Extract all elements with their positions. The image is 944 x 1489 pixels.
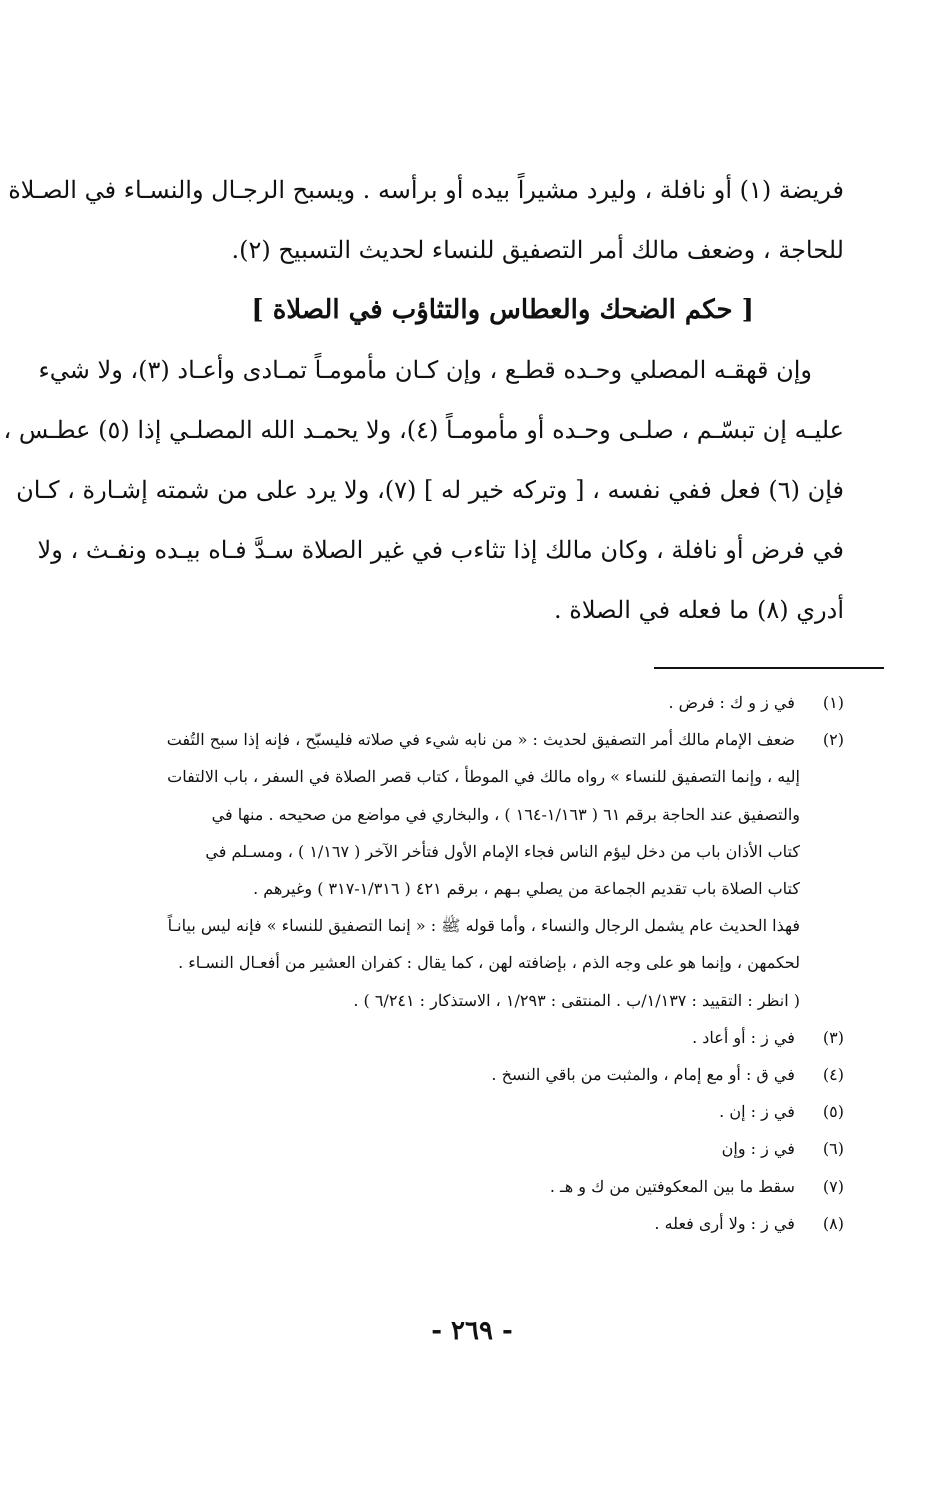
page-number: - ٢٦٩ - xyxy=(431,1316,513,1346)
footnote-3 xyxy=(100,1019,844,1056)
footnote-text: والتصفيق عند الحاجة برقم ٦١ ( ١/١٦٣-١٦٤ ) ، والبخاري في مواضع من صحيحه . منها في xyxy=(211,804,800,824)
footnote-number: (١) xyxy=(822,693,844,712)
footnotes xyxy=(100,684,844,1242)
footnote-number: (٤) xyxy=(822,1065,844,1085)
footnote-text: كتاب الأذان باب من دخل ليؤم الناس فجاء الإمام الأول فتأخر الآخر ( ١/١٦٧ ) ، ومسـلم في xyxy=(205,841,800,861)
footnote-text: ضعف الإمام مالك أمر التصفيق لحديث : « من نابه شيء في صلاته فليسبّح ، فإنه إذا سبح التُفت xyxy=(166,730,795,750)
footnote-5 xyxy=(100,1093,844,1130)
body-line: في فرض أو نافلة ، وكان مالك إذا تثاءب في غير الصلاة سـدَّ فـاه بيـده ونفـث ، ولا xyxy=(37,536,844,564)
footnote-number: (٦) xyxy=(822,1139,844,1159)
footnote-text: سقط ما بين المعكوفتين من ك و هـ . xyxy=(549,1176,795,1196)
footnote-2 xyxy=(100,721,844,758)
footnote-text: لحكمهن ، وإنما هو على وجه الذم ، بإضافته لهن ، كما يقال : كفران العشير من أفعـال النسـاء . xyxy=(178,953,800,973)
body-line: فريضة (١) أو نافلة ، وليرد مشيراً بيده أو برأسه . ويسبح الرجـال والنسـاء في الصـلاة xyxy=(8,176,844,204)
footnote-text: فهذا الحديث عام يشمل الرجال والنساء ، وأما قوله ﷺ : « إنما التصفيق للنساء » فإنه ليس بيانـاً xyxy=(167,916,800,936)
body-line: فإن (٦) فعل ففي نفسه ، [ وتركه خير له ] (٧)، ولا يرد على من شمته إشـارة ، كـان xyxy=(16,476,844,504)
body-line: للحاجة ، وضعف مالك أمر التصفيق للنساء لحديث التسبيح (٢). xyxy=(231,236,844,264)
footnote-text: في ز : إن . xyxy=(719,1102,795,1122)
footnote-7 xyxy=(100,1168,844,1205)
footnote-1 xyxy=(100,684,844,721)
footnote-text: في ز و ك : فرض . xyxy=(668,693,795,712)
footnote-text: في ز : ولا أرى فعله . xyxy=(654,1213,795,1233)
footnote-number: (٢) xyxy=(822,730,844,750)
footnote-separator xyxy=(654,667,884,669)
footnote-6 xyxy=(100,1130,844,1167)
footnote-8 xyxy=(100,1205,844,1242)
body-line: وإن قهقـه المصلي وحـده قطـع ، وإن كـان مأمومـاً تمـادى وأعـاد (٣)، ولا شيء xyxy=(38,356,812,384)
footnote-text: في ز : أو أعاد . xyxy=(692,1027,795,1047)
footnote-text: إليه ، وإنما التصفيق للنساء » رواه مالك في الموطأ ، كتاب قصر الصلاة في السفر ، باب الالتفات xyxy=(167,767,800,787)
footnote-number: (٧) xyxy=(822,1176,844,1196)
footnote-number: (٨) xyxy=(822,1213,844,1233)
footnote-number: (٣) xyxy=(822,1027,844,1047)
footnote-4 xyxy=(100,1056,844,1093)
footnote-text: في ز : وإن xyxy=(721,1139,795,1159)
section-heading: [ حكم الضحك والعطاس والتثاؤب في الصلاة ] xyxy=(251,295,754,325)
main-text xyxy=(3,160,844,640)
body-line: أدري (٨) ما فعله في الصلاة . xyxy=(554,596,844,624)
footnote-number: (٥) xyxy=(822,1102,844,1122)
footnote-text: ( انظر : التقييد : ١/١٣٧/ب . المنتقى : ١/٢٩٣ ، الاستذكار : ٦/٢٤١ ) . xyxy=(353,990,800,1010)
footnote-text: في ق : أو مع إمام ، والمثبت من باقي النسخ . xyxy=(491,1065,795,1085)
body-line: عليـه إن تبسّـم ، صلـى وحـده أو مأمومـاً (٤)، ولا يحمـد الله المصلـي إذا (٥) عطـس ، xyxy=(3,416,844,444)
footnote-text: كتاب الصلاة باب تقديم الجماعة من يصلي بـهم ، برقم ٤٢١ ( ١/٣١٦-٣١٧ ) وغيرهم . xyxy=(253,879,800,899)
